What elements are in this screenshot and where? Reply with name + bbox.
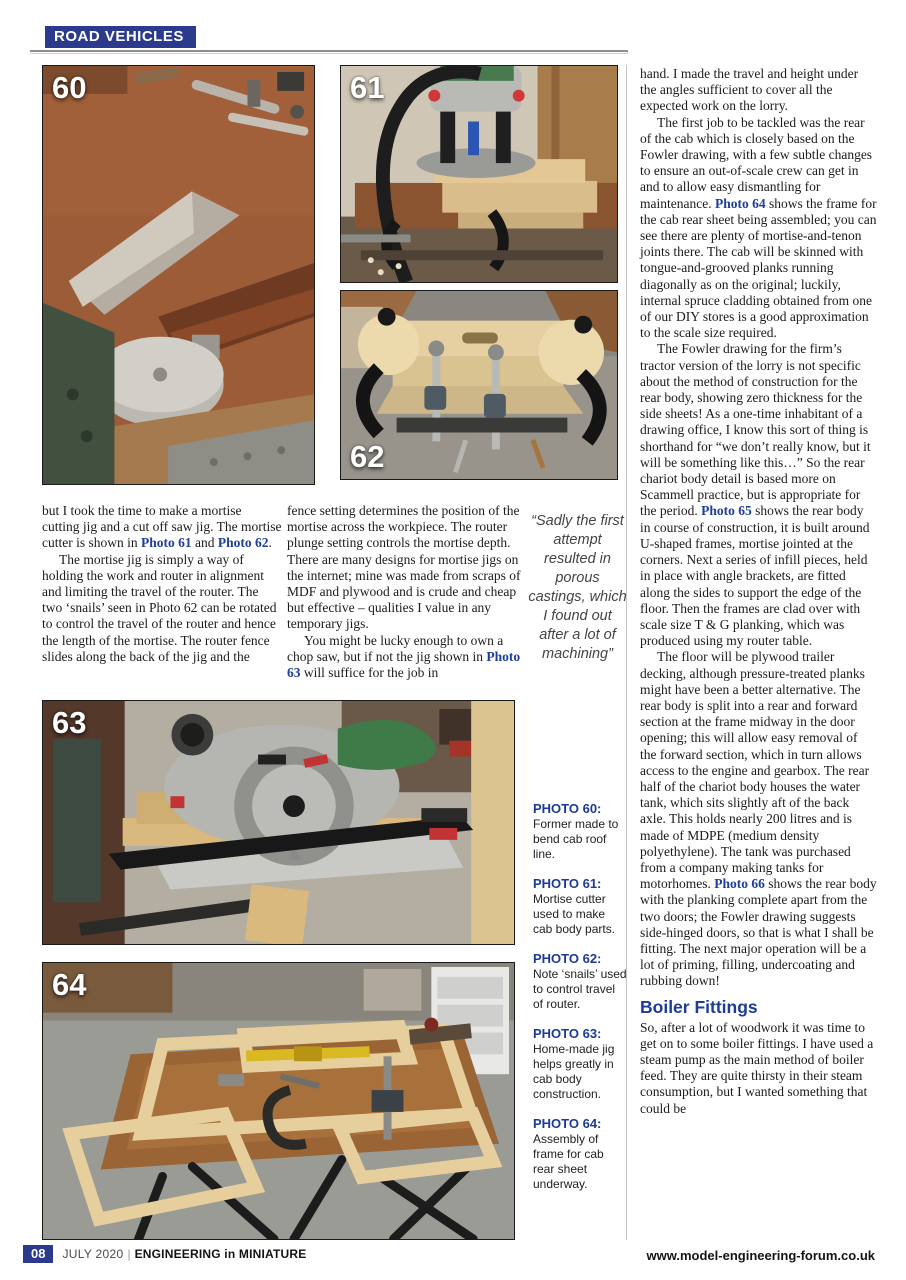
photo-63-number: 63 xyxy=(52,705,87,740)
photo-61-number: 61 xyxy=(350,70,385,105)
caption-text: Former made to bend cab roof line. xyxy=(533,817,619,861)
footer-separator: | xyxy=(127,1247,131,1261)
photo-62 xyxy=(340,290,618,480)
photo-reference: Photo 63 xyxy=(287,648,521,681)
caption-photo-61 xyxy=(533,875,627,937)
photo-60-illustration xyxy=(43,66,314,484)
footer-issue: JULY 2020 xyxy=(62,1247,124,1261)
body-paragraph: but I took the time to make a mortise cutting jig and a cut off saw jig. The mortise cutter is shown in Photo 61 and Photo 62. xyxy=(42,503,282,551)
photo-64-illustration xyxy=(43,963,514,1239)
caption-text: Note ‘snails’ used to control travel of router. xyxy=(533,967,627,1011)
photo-64 xyxy=(42,962,515,1240)
footer-left xyxy=(23,1245,306,1263)
body-paragraph: The Fowler drawing for the firm’s tractor version of the lorry is not specific about the method of construction for the rear body, showing zero thickness for the side sheets! As a one-time inhabitant of a drawing office, I know this sort of thing is shorthand for “we don’t really know, but it will be something like this…” So the rear chariot body detail is based more on Scammell practice, but is appropriate for the period. Photo 65 shows the rear body in course of construction, it is built around U-shaped frames, mortise jointed at the corners. Next a series of infill pieces, held in place with angle brackets, are fitted along the sides to support the edge of the floor. Then the frames are clad over with scale size T & G planking, which was produced using my router table. xyxy=(640,341,871,649)
photo-reference: Photo 66 xyxy=(714,876,765,892)
header-rule xyxy=(30,50,628,54)
caption-photo-64 xyxy=(533,1115,627,1192)
caption-text: Mortise cutter used to make cab body parts. xyxy=(533,892,616,936)
body-paragraph: The floor will be plywood trailer decking, although pressure-treated planks might have been a better alternative. The rear body is split into a rear and forward section at the frame midway in the door opening; this will allow easy removal of the forward section, which in turn allows access to the engine and gearbox. The rear half of the chariot body houses the water tank, which sits slightly aft of the back axle. This holds nearly 200 litres and is made of MDPE (medium density polyethylene). The tank was purchased from a company making tanks for motorhomes. Photo 66 shows the rear body with the planking complete apart from the two doors; the Fowler drawing suggests side-hinged doors, so that is what I shall be fitting. The next major operation will be a lot of priming, filling, undercoating and rubbing down! xyxy=(640,649,877,989)
photo-62-number: 62 xyxy=(350,439,385,474)
footer-magazine-title: ENGINEERING in MINIATURE xyxy=(134,1247,307,1261)
section-tag: ROAD VEHICLES xyxy=(45,26,196,48)
photo-63-illustration xyxy=(43,701,514,944)
caption-title: PHOTO 63: xyxy=(533,1026,602,1041)
photo-64-number: 64 xyxy=(52,967,87,1002)
photo-reference: Photo 62 xyxy=(217,535,269,551)
caption-list xyxy=(533,800,627,1205)
photo-reference: Photo 64 xyxy=(714,195,766,211)
body-paragraph: The first job to be tackled was the rear of the cab which is closely based on the Fowler drawing, with a few subtle changes to ensure an out-of-scale crew can get in and to allow easy dismantling for maintenance. Photo 64 shows the frame for the cab rear sheet being assembled; you can see there are plenty of mortise-and-tenon joints there. The cab will be skinned with tongue-and-grooved planks running diagonally as on the original; luckily, internal spruce cladding obtained from one of our DIY stores is a good approximation to the scale size required. xyxy=(640,114,877,341)
column-right xyxy=(640,66,877,1242)
body-paragraph: hand. I made the travel and height under the angles sufficient to cover all the expected work on the lorry. xyxy=(640,66,859,114)
caption-photo-60 xyxy=(533,800,627,862)
caption-title: PHOTO 64: xyxy=(533,1116,602,1131)
body-paragraph: You might be lucky enough to own a chop saw, but if not the jig shown in Photo 63 will suffice for the job in xyxy=(287,632,521,681)
pull-quote: “Sadly the first attempt resulted in porous castings, which I found out after a lot of machining” xyxy=(528,513,627,662)
caption-photo-62 xyxy=(533,950,627,1012)
caption-title: PHOTO 61: xyxy=(533,876,602,891)
caption-text: Home-made jig helps greatly in cab body construction. xyxy=(533,1042,615,1101)
body-paragraph: So, after a lot of woodwork it was time to get on to some boiler fittings. I have used a steam pump as the main method of boiler feed. They are quite thirsty in their steam consumption, but I wanted something that could be xyxy=(640,1019,874,1116)
photo-60-number: 60 xyxy=(52,70,87,105)
caption-title: PHOTO 62: xyxy=(533,951,602,966)
photo-reference: Photo 61 xyxy=(141,535,192,551)
column-left xyxy=(42,503,282,703)
column-middle xyxy=(287,503,523,703)
page-number: 08 xyxy=(23,1245,53,1263)
boiler-fittings-heading: Boiler Fittings xyxy=(640,996,758,1017)
body-paragraph: fence setting determines the position of the mortise across the workpiece. The router plunge setting controls the mortise depth. There are many designs for mortise jigs on the internet; mine was made from scraps of MDF and plywood and is crude and cheap but effective – qualities I value in any temporary jigs. xyxy=(287,503,521,632)
caption-text: Assembly of frame for cab rear sheet underway. xyxy=(533,1132,604,1191)
photo-63 xyxy=(42,700,515,945)
footer-website: www.model-engineering-forum.co.uk xyxy=(646,1248,875,1263)
photo-60 xyxy=(42,65,315,485)
caption-title: PHOTO 60: xyxy=(533,801,602,816)
caption-photo-63 xyxy=(533,1025,627,1102)
photo-61 xyxy=(340,65,618,283)
body-paragraph: The mortise jig is simply a way of holding the work and router in alignment and limiting the travel of the router. The two ‘snails’ seen in Photo 62 can be rotated to control the travel of the router and hence the length of the mortise. The router fence slides along the back of the jig and the xyxy=(42,551,277,664)
photo-reference: Photo 65 xyxy=(701,503,752,519)
